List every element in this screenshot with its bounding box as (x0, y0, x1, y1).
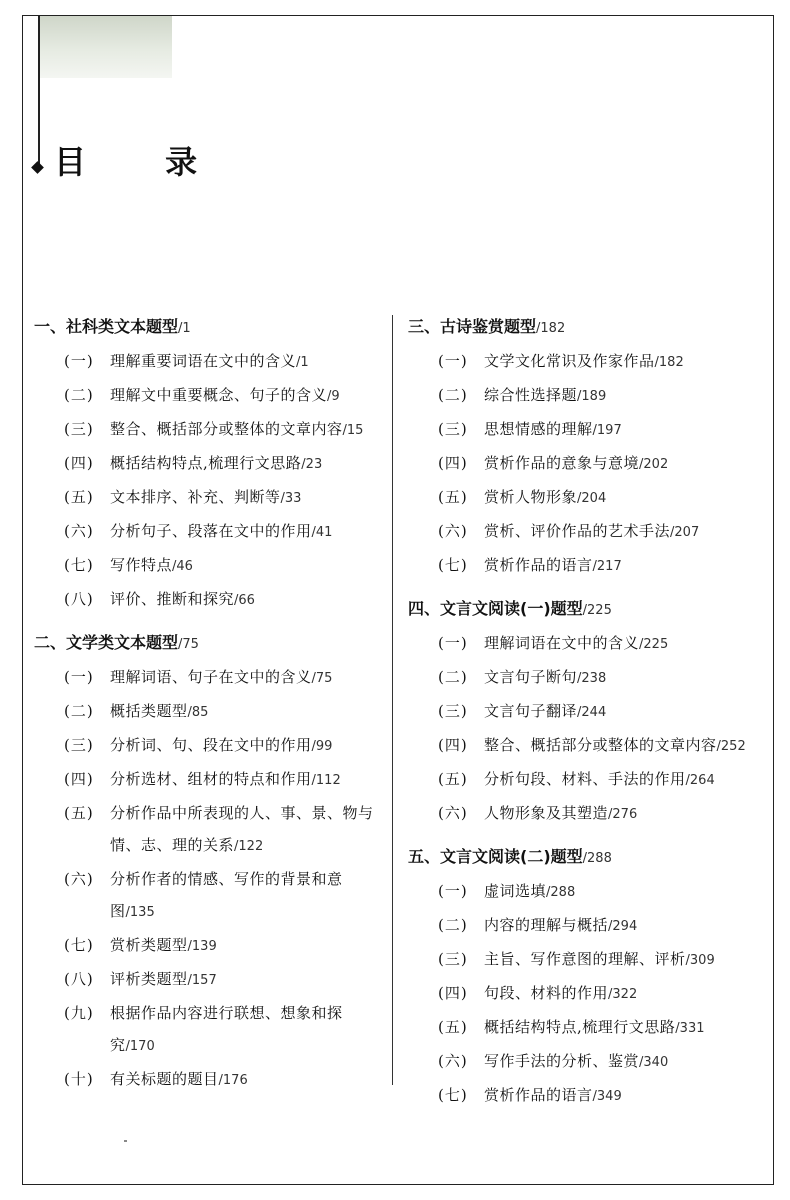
entry-text-wrap (110, 413, 384, 447)
toc-entry[interactable] (408, 977, 773, 1011)
page-separator: / (716, 739, 721, 754)
entry-page-number: 288 (550, 885, 576, 900)
entry-page-number: 276 (612, 807, 638, 822)
toc-entry[interactable] (34, 447, 384, 481)
entry-page-number: 139 (191, 939, 217, 954)
section-page-number: 182 (540, 321, 566, 336)
toc-entry[interactable] (408, 797, 773, 831)
entry-title: 分析作者的情感、写作的背景和意图 (110, 870, 343, 920)
page-separator: / (592, 1089, 597, 1104)
entry-title: 概括类题型 (110, 702, 188, 720)
toc-entry[interactable] (408, 1011, 773, 1045)
entry-page-number: 340 (643, 1055, 669, 1070)
page-title: 目 录 (54, 143, 232, 181)
page-separator: / (639, 1055, 644, 1070)
entry-title: 评价、推断和探究 (110, 590, 235, 608)
entry-title: 理解重要词语在文中的含义 (110, 352, 297, 370)
entry-number: (六) (438, 1052, 468, 1070)
entry-number: (二) (64, 702, 94, 720)
page-separator: / (592, 423, 597, 438)
toc-item-list (408, 875, 773, 1113)
entry-number: (七) (438, 1086, 468, 1104)
section-title: 一、社科类文本题型 (34, 317, 179, 336)
page-separator: / (342, 423, 347, 438)
entry-text-wrap (484, 1011, 773, 1045)
toc-entry[interactable] (408, 875, 773, 909)
entry-text-wrap (110, 863, 384, 929)
page-separator: / (639, 457, 644, 472)
entry-text-wrap (484, 763, 773, 797)
entry-page-number: 225 (643, 637, 669, 652)
entry-title: 分析选材、组材的特点和作用 (110, 770, 312, 788)
entry-text-wrap (110, 583, 384, 617)
toc-entry[interactable] (34, 695, 384, 729)
toc-entry[interactable] (408, 627, 773, 661)
entry-text-wrap (484, 627, 773, 661)
entry-text-wrap (484, 549, 773, 583)
entry-number: (一) (64, 668, 94, 686)
page-separator: / (582, 851, 588, 866)
toc-entry[interactable] (408, 481, 773, 515)
entry-page-number: 202 (643, 457, 669, 472)
entry-page-number: 66 (238, 593, 255, 608)
page-separator: / (172, 559, 177, 574)
section-page-number: 75 (182, 637, 199, 652)
entry-title: 概括结构特点,梳理行文思路 (110, 454, 302, 472)
entry-page-number: 204 (581, 491, 607, 506)
entry-number: (五) (438, 1018, 468, 1036)
header-decoration (40, 16, 172, 78)
entry-title: 写作特点 (110, 556, 173, 574)
entry-number: (九) (64, 1004, 94, 1022)
toc-section (408, 593, 773, 831)
toc-section (408, 311, 773, 583)
page-separator: / (608, 987, 613, 1002)
footer-mark (124, 1140, 127, 1142)
entry-text-wrap (110, 1063, 384, 1097)
entry-title: 写作手法的分析、鉴赏 (484, 1052, 640, 1070)
entry-page-number: 217 (596, 559, 622, 574)
page-separator: / (327, 389, 332, 404)
toc-entry[interactable] (408, 549, 773, 583)
entry-page-number: 244 (581, 705, 607, 720)
entry-page-number: 1 (300, 355, 309, 370)
section-title: 五、文言文阅读(二)题型 (408, 847, 583, 866)
entry-title: 评析类题型 (110, 970, 188, 988)
toc-entry[interactable] (34, 997, 384, 1063)
toc-entry[interactable] (34, 345, 384, 379)
entry-number: (七) (64, 556, 94, 574)
entry-number: (三) (438, 702, 468, 720)
toc-right-column (408, 311, 773, 1113)
toc-section (408, 841, 773, 1113)
entry-title: 理解词语在文中的含义 (484, 634, 640, 652)
entry-number: (一) (438, 352, 468, 370)
entry-page-number: 112 (315, 773, 341, 788)
page-separator: / (685, 773, 690, 788)
entry-page-number: 170 (129, 1039, 155, 1054)
section-heading[interactable] (34, 311, 384, 345)
entry-text-wrap (110, 763, 384, 797)
section-heading[interactable] (408, 311, 773, 345)
entry-text-wrap (110, 379, 384, 413)
toc-entry[interactable] (408, 413, 773, 447)
toc-entry[interactable] (34, 515, 384, 549)
entry-text-wrap (484, 1045, 773, 1079)
entry-number: (三) (438, 950, 468, 968)
toc-entry[interactable] (408, 763, 773, 797)
entry-title: 理解词语、句子在文中的含义 (110, 668, 312, 686)
entry-text-wrap (484, 413, 773, 447)
entry-number: (五) (64, 804, 94, 822)
entry-title: 文言句子翻译 (484, 702, 578, 720)
entry-text-wrap (484, 943, 773, 977)
entry-title: 文言句子断句 (484, 668, 578, 686)
entry-page-number: 46 (176, 559, 193, 574)
toc-entry[interactable] (408, 909, 773, 943)
entry-text-wrap (110, 929, 384, 963)
entry-page-number: 182 (658, 355, 684, 370)
page-separator: / (311, 773, 316, 788)
toc-entry[interactable] (408, 695, 773, 729)
vertical-rule (38, 16, 40, 168)
page-separator: / (608, 919, 613, 934)
entry-number: (十) (64, 1070, 94, 1088)
page-separator: / (654, 355, 659, 370)
entry-number: (三) (438, 420, 468, 438)
page-separator: / (675, 1021, 680, 1036)
page-separator: / (608, 807, 613, 822)
entry-text-wrap (484, 909, 773, 943)
toc-entry[interactable] (34, 661, 384, 695)
entry-number: (二) (438, 668, 468, 686)
entry-number: (三) (64, 420, 94, 438)
entry-number: (一) (438, 634, 468, 652)
toc-entry[interactable] (408, 447, 773, 481)
section-heading[interactable] (34, 627, 384, 661)
toc-entry[interactable] (34, 583, 384, 617)
section-title: 二、文学类文本题型 (34, 633, 179, 652)
entry-text-wrap (484, 729, 773, 763)
entry-title: 虚词选填 (484, 882, 547, 900)
entry-text-wrap (484, 695, 773, 729)
toc-entry[interactable] (34, 549, 384, 583)
entry-title: 赏析人物形象 (484, 488, 578, 506)
entry-title: 思想情感的理解 (484, 420, 593, 438)
entry-page-number: 41 (315, 525, 333, 540)
entry-text-wrap (110, 345, 384, 379)
entry-page-number: 85 (191, 705, 209, 720)
entry-number: (一) (438, 882, 468, 900)
entry-number: (八) (64, 970, 94, 988)
entry-number: (六) (438, 522, 468, 540)
entry-page-number: 9 (331, 389, 340, 404)
page-separator: / (536, 321, 541, 336)
page-separator: / (296, 355, 301, 370)
toc-entry[interactable] (408, 345, 773, 379)
section-heading[interactable] (408, 841, 773, 875)
page-separator: / (685, 953, 690, 968)
section-page-number: 1 (182, 321, 191, 336)
entry-page-number: 135 (129, 905, 155, 920)
page-separator: / (234, 593, 239, 608)
page-separator: / (577, 389, 582, 404)
entry-text-wrap (484, 797, 773, 831)
entry-title: 主旨、写作意图的理解、评析 (484, 950, 686, 968)
page-separator: / (311, 525, 316, 540)
page-separator: / (187, 973, 192, 988)
page-separator: / (125, 905, 130, 920)
entry-page-number: 23 (305, 457, 323, 472)
entry-number: (四) (64, 454, 94, 472)
entry-text-wrap (484, 1079, 773, 1113)
toc-entry[interactable] (34, 1063, 384, 1097)
entry-number: (三) (64, 736, 94, 754)
entry-page-number: 33 (284, 491, 302, 506)
entry-number: (六) (64, 522, 94, 540)
entry-title: 分析词、句、段在文中的作用 (110, 736, 312, 754)
toc-entry[interactable] (408, 1079, 773, 1113)
entry-title: 文学文化常识及作家作品 (484, 352, 655, 370)
section-page-number: 288 (587, 851, 612, 866)
page-separator: / (311, 671, 316, 686)
entry-text-wrap (484, 977, 773, 1011)
toc-entry[interactable] (408, 729, 773, 763)
entry-page-number: 331 (679, 1021, 705, 1036)
entry-title: 分析句段、材料、手法的作用 (484, 770, 686, 788)
entry-page-number: 207 (674, 525, 700, 540)
toc-item-list (408, 345, 773, 583)
entry-page-number: 349 (596, 1089, 622, 1104)
entry-title: 概括结构特点,梳理行文思路 (484, 1018, 676, 1036)
toc-entry[interactable] (34, 963, 384, 997)
entry-text-wrap (110, 797, 384, 863)
entry-text-wrap (484, 515, 773, 549)
entry-number: (四) (64, 770, 94, 788)
section-title: 四、文言文阅读(一)题型 (408, 599, 583, 618)
entry-text-wrap (484, 379, 773, 413)
toc-entry[interactable] (34, 797, 384, 863)
entry-title: 根据作品内容进行联想、想象和探究 (110, 1004, 343, 1054)
section-title: 三、古诗鉴赏题型 (408, 317, 537, 336)
entry-number: (五) (438, 770, 468, 788)
entry-title: 文本排序、补充、判断等 (110, 488, 281, 506)
page-separator: / (187, 705, 192, 720)
page-separator: / (187, 939, 192, 954)
column-divider (392, 315, 393, 1085)
entry-text-wrap (110, 695, 384, 729)
entry-title: 整合、概括部分或整体的文章内容 (110, 420, 343, 438)
toc-entry[interactable] (34, 413, 384, 447)
entry-page-number: 75 (315, 671, 333, 686)
page-separator: / (670, 525, 675, 540)
page-separator: / (178, 321, 183, 336)
page-separator: / (125, 1039, 130, 1054)
entry-page-number: 322 (612, 987, 638, 1002)
entry-number: (四) (438, 984, 468, 1002)
entry-number: (六) (438, 804, 468, 822)
entry-title: 赏析作品的语言 (484, 1086, 593, 1104)
toc-entry[interactable] (408, 943, 773, 977)
toc-section (34, 311, 384, 617)
page-separator: / (546, 885, 551, 900)
entry-text-wrap (110, 549, 384, 583)
entry-page-number: 309 (689, 953, 715, 968)
toc-entry[interactable] (408, 515, 773, 549)
entry-text-wrap (484, 447, 773, 481)
page-separator: / (639, 637, 644, 652)
entry-text-wrap (110, 729, 384, 763)
entry-text-wrap (110, 997, 384, 1063)
entry-page-number: 238 (581, 671, 607, 686)
entry-title: 内容的理解与概括 (484, 916, 609, 934)
entry-page-number: 15 (346, 423, 364, 438)
entry-title: 人物形象及其塑造 (484, 804, 609, 822)
entry-number: (二) (438, 916, 468, 934)
page-separator: / (577, 671, 582, 686)
entry-page-number: 99 (315, 739, 333, 754)
toc-entry[interactable] (34, 379, 384, 413)
entry-number: (一) (64, 352, 94, 370)
entry-page-number: 189 (581, 389, 607, 404)
toc-item-list (408, 627, 773, 831)
entry-text-wrap (484, 345, 773, 379)
entry-title: 理解文中重要概念、句子的含义 (110, 386, 328, 404)
toc-entry[interactable] (34, 929, 384, 963)
entry-page-number: 122 (238, 839, 264, 854)
page-separator: / (582, 603, 588, 618)
entry-page-number: 294 (612, 919, 638, 934)
entry-text-wrap (110, 481, 384, 515)
entry-number: (五) (438, 488, 468, 506)
entry-text-wrap (484, 481, 773, 515)
page-separator: / (218, 1073, 223, 1088)
toc-entry[interactable] (408, 379, 773, 413)
page-separator: / (577, 491, 582, 506)
entry-title: 综合性选择题 (484, 386, 578, 404)
entry-title: 赏析、评价作品的艺术手法 (484, 522, 671, 540)
section-page-number: 225 (587, 603, 612, 618)
entry-page-number: 197 (596, 423, 622, 438)
entry-number: (四) (438, 454, 468, 472)
entry-title: 赏析作品的意象与意境 (484, 454, 640, 472)
entry-title: 分析作品中所表现的人、事、景、物与情、志、理的关系 (110, 804, 374, 854)
entry-page-number: 264 (689, 773, 715, 788)
entry-number: (二) (438, 386, 468, 404)
toc-section (34, 627, 384, 1097)
entry-page-number: 176 (222, 1073, 248, 1088)
entry-page-number: 157 (191, 973, 217, 988)
toc-entry[interactable] (408, 1045, 773, 1079)
entry-number: (四) (438, 736, 468, 754)
page-separator: / (592, 559, 597, 574)
entry-title: 句段、材料的作用 (484, 984, 609, 1002)
toc-entry[interactable] (34, 729, 384, 763)
toc-entry[interactable] (34, 863, 384, 929)
entry-text-wrap (110, 447, 384, 481)
entry-title: 有关标题的题目 (110, 1070, 219, 1088)
toc-entry[interactable] (34, 481, 384, 515)
entry-number: (八) (64, 590, 94, 608)
toc-item-list (34, 661, 384, 1097)
entry-text-wrap (484, 875, 773, 909)
page-separator: / (301, 457, 306, 472)
page-separator: / (178, 637, 183, 652)
page-separator: / (577, 705, 582, 720)
toc-left-column (34, 311, 384, 1097)
section-heading[interactable] (408, 593, 773, 627)
entry-text-wrap (484, 661, 773, 695)
toc-entry[interactable] (34, 763, 384, 797)
page-separator: / (311, 739, 316, 754)
toc-item-list (34, 345, 384, 617)
page-separator: / (280, 491, 285, 506)
entry-number: (七) (64, 936, 94, 954)
entry-text-wrap (110, 515, 384, 549)
entry-page-number: 252 (720, 739, 746, 754)
entry-number: (五) (64, 488, 94, 506)
entry-title: 赏析类题型 (110, 936, 188, 954)
entry-number: (六) (64, 870, 94, 888)
entry-title: 整合、概括部分或整体的文章内容 (484, 736, 717, 754)
entry-text-wrap (110, 661, 384, 695)
entry-number: (二) (64, 386, 94, 404)
entry-text-wrap (110, 963, 384, 997)
entry-title: 赏析作品的语言 (484, 556, 593, 574)
toc-entry[interactable] (408, 661, 773, 695)
entry-number: (七) (438, 556, 468, 574)
entry-title: 分析句子、段落在文中的作用 (110, 522, 312, 540)
page-separator: / (234, 839, 239, 854)
